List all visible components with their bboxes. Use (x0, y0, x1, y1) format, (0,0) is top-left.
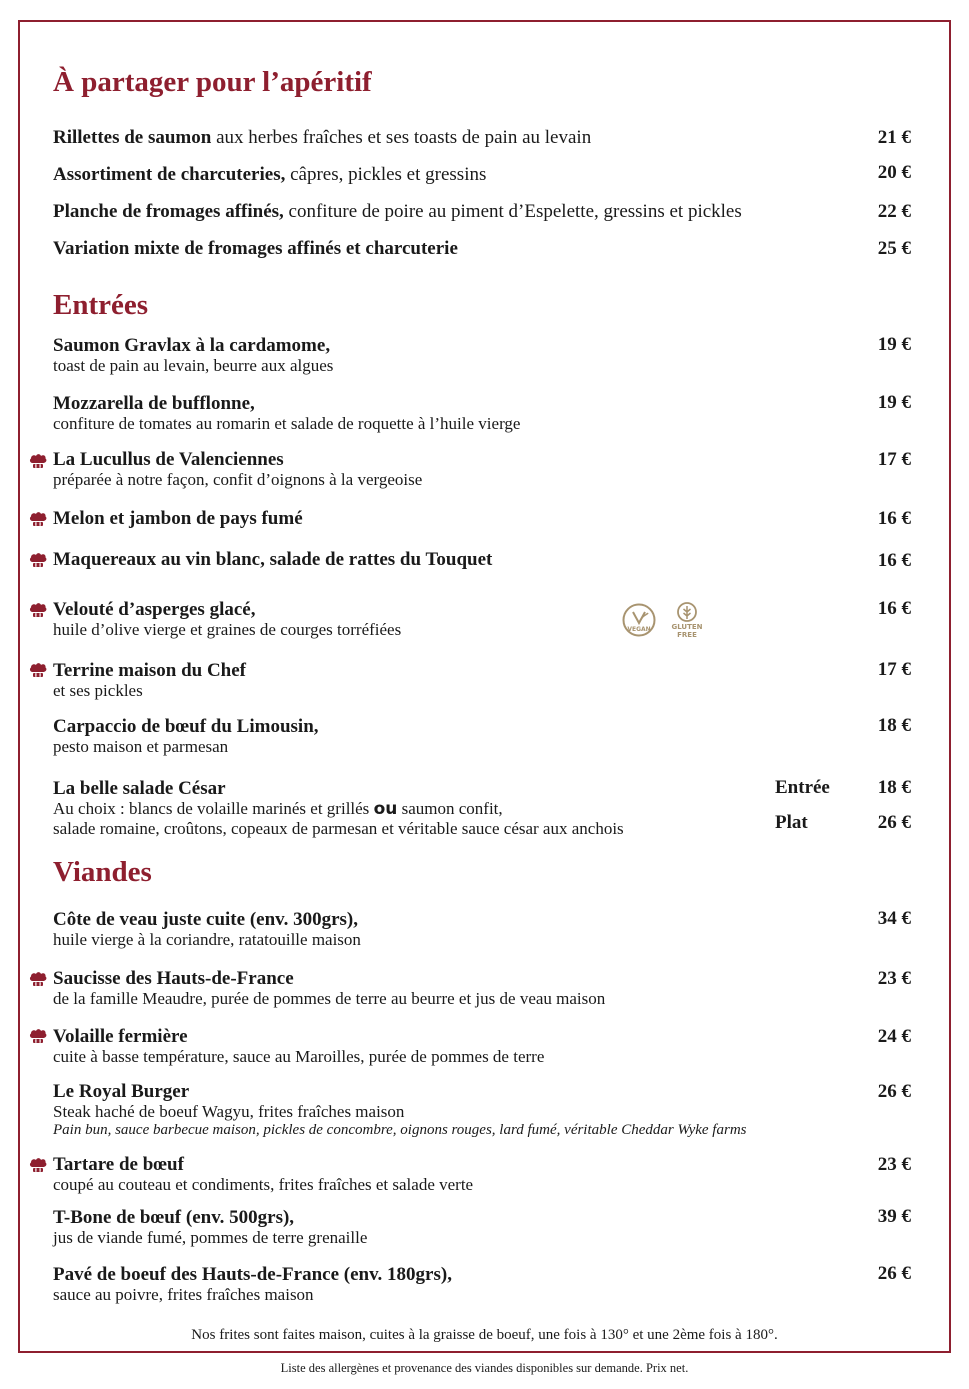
item-name: Maquereaux au vin blanc, salade de rattes du Touquet (53, 549, 493, 570)
item-price: 25 € (877, 238, 911, 259)
chef-hat-icon (29, 552, 47, 568)
item-name: Assortiment de charcuteries, (53, 164, 286, 185)
item-description: de la famille Meaudre, purée de pommes de terre au beurre et jus de veau maison (53, 989, 606, 1008)
portion-label-entree: Entrée (775, 777, 830, 798)
menu-item (53, 393, 753, 433)
menu-item (53, 201, 833, 222)
item-name: Variation mixte de fromages affinés et charcuterie (53, 238, 458, 259)
menu-item (53, 968, 753, 1008)
item-price: 34 € (877, 908, 911, 929)
gluten-badge-label: GLUTEN (671, 623, 703, 631)
menu-item (53, 1264, 753, 1304)
menu-item (53, 449, 753, 489)
item-description: toast de pain au levain, beurre aux algues (53, 356, 334, 375)
item-name: Carpaccio de bœuf du Limousin, (53, 716, 319, 737)
allergen-note: Liste des allergènes et provenance des viandes disponibles sur demande. Prix net. (280, 1361, 689, 1375)
item-note: Pain bun, sauce barbecue maison, pickles de concombre, oignons rouges, lard fumé, véritable Cheddar Wyke farms (53, 1122, 747, 1138)
item-name: Melon et jambon de pays fumé (53, 508, 303, 529)
item-price: 16 € (877, 550, 911, 571)
item-description: coupé au couteau et condiments, frites fraîches et salade verte (53, 1175, 474, 1194)
section-title-entrees: Entrées (53, 289, 149, 321)
portion-label-plat: Plat (775, 812, 808, 833)
vegan-badge-icon (622, 603, 656, 637)
item-price: 18 € (877, 715, 911, 736)
menu-item (53, 127, 753, 148)
item-name: Saucisse des Hauts-de-France (53, 968, 294, 989)
item-price: 24 € (877, 1026, 911, 1047)
item-description: huile d’olive vierge et graines de courges torréfiées (53, 620, 402, 639)
item-name: La belle salade César (53, 778, 226, 799)
menu-item (53, 1154, 753, 1194)
chef-hat-icon (29, 1157, 47, 1173)
item-price: 16 € (877, 598, 911, 619)
item-description: confiture de poire au piment d’Espelette, gressins et pickles (283, 201, 742, 222)
chef-hat-icon (29, 453, 47, 469)
menu-item-cesar (53, 778, 773, 838)
menu-item (53, 335, 753, 375)
item-name: Planche de fromages affinés, (53, 201, 284, 222)
item-price: 26 € (877, 1263, 911, 1284)
item-price: 26 € (877, 1081, 911, 1102)
menu-item (53, 909, 753, 949)
item-price: 17 € (877, 449, 911, 470)
item-price-plat: 26 € (877, 812, 911, 833)
chef-hat-icon (29, 662, 47, 678)
item-description: cuite à basse température, sauce au Maroilles, purée de pommes de terre (53, 1047, 545, 1066)
item-name: Saumon Gravlax à la cardamome, (53, 335, 331, 356)
menu-item (53, 164, 753, 185)
item-price: 23 € (877, 1154, 911, 1175)
item-description: câpres, pickles et gressins (285, 164, 487, 185)
menu-item (53, 1207, 753, 1247)
gluten-free-badge-icon (670, 601, 704, 641)
item-price: 22 € (877, 201, 911, 222)
item-price: 17 € (877, 659, 911, 680)
item-description: sauce au poivre, frites fraîches maison (53, 1285, 314, 1304)
item-description: huile vierge à la coriandre, ratatouille maison (53, 930, 361, 949)
item-price: 19 € (877, 334, 911, 355)
item-price: 16 € (877, 508, 911, 529)
item-description: Au choix : blancs de volaille marinés et grillés (53, 799, 374, 818)
footnote: Nos frites sont faites maison, cuites à la graisse de boeuf, une fois à 130° et une 2ème fois à 180°. (191, 1327, 778, 1343)
menu-item (53, 716, 753, 756)
item-price: 19 € (877, 392, 911, 413)
chef-hat-icon (29, 1028, 47, 1044)
menu-item (53, 238, 753, 259)
item-name: Côte de veau juste cuite (env. 300grs), (53, 909, 359, 930)
item-description: préparée à notre façon, confit d’oignons à la vergeoise (53, 470, 423, 489)
item-description: et ses pickles (53, 681, 143, 700)
item-name: Terrine maison du Chef (53, 660, 247, 681)
item-description: jus de viande fumé, pommes de terre grenaille (53, 1228, 368, 1247)
item-name: Mozzarella de bufflonne, (53, 393, 255, 414)
item-name: Volaille fermière (53, 1026, 188, 1047)
item-price-entree: 18 € (877, 777, 911, 798)
item-name: Velouté d’asperges glacé, (53, 599, 256, 620)
section-title-viandes: Viandes (53, 856, 152, 888)
item-description: aux herbes fraîches et ses toasts de pain au levain (211, 127, 592, 148)
menu-item (53, 549, 753, 570)
item-price: 39 € (877, 1206, 911, 1227)
item-price: 21 € (877, 127, 911, 148)
chef-hat-icon (29, 971, 47, 987)
item-name: Rillettes de saumon (53, 127, 212, 148)
item-price: 23 € (877, 968, 911, 989)
item-name: T-Bone de bœuf (env. 500grs), (53, 1207, 295, 1228)
item-name: La Lucullus de Valenciennes (53, 449, 284, 470)
or-word: ou (373, 799, 398, 819)
menu-item (53, 660, 753, 700)
item-name: Tartare de bœuf (53, 1154, 184, 1175)
vegan-badge-label: VEGAN (627, 626, 651, 633)
menu-item (53, 1026, 753, 1066)
item-name: Le Royal Burger (53, 1081, 190, 1102)
item-description: confiture de tomates au romarin et salade de roquette à l’huile vierge (53, 414, 521, 433)
item-name: Pavé de boeuf des Hauts-de-France (env. 180grs), (53, 1264, 452, 1285)
section-title-aperitif: À partager pour l’apéritif (53, 66, 372, 98)
item-description-2: salade romaine, croûtons, copeaux de parmesan et véritable sauce césar aux anchois (53, 819, 624, 838)
item-description-cont: saumon confit, (397, 799, 503, 818)
item-description: Steak haché de boeuf Wagyu, frites fraîches maison (53, 1102, 405, 1121)
gluten-badge-label-2: FREE (677, 631, 697, 639)
menu-item (53, 1081, 833, 1140)
item-price: 20 € (877, 162, 911, 183)
menu-item (53, 508, 753, 529)
chef-hat-icon (29, 602, 47, 618)
chef-hat-icon (29, 511, 47, 527)
item-description: pesto maison et parmesan (53, 737, 229, 756)
